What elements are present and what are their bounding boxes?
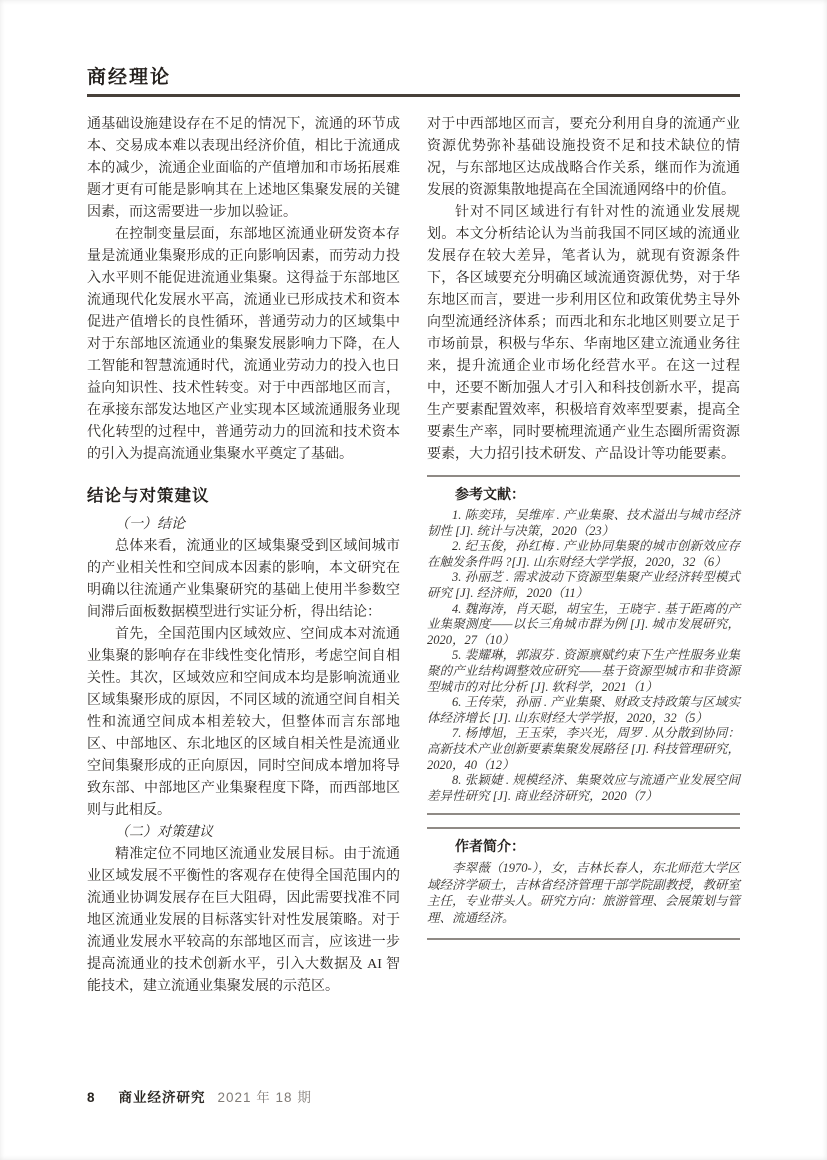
reference-item: 3. 孙丽芝 . 需求波动下资源型集聚产业经济转型模式研究 [J]. 经济师，2020（11） [427,570,740,600]
journal-name: 商业经济研究 [118,1090,206,1105]
body-paragraph: 通基础设施建设存在不足的情况下，流通的环节成本、交易成本难以表现出经济价值，相比于流通成本的减少，流通企业面临的产值增加和市场拓展难题才更有可能是影响其在上述地区集聚发展的关键因素，而这需要进一步加以验证。 [87,117,400,220]
column-rubric-title: 商经理论 [87,67,172,88]
subsection-label: （一）结论 [115,517,185,532]
body-paragraph: 对于中西部地区而言，要充分利用自身的流通产业资源优势弥补基础设施投资不足和技术缺位的情况，与东部地区达成战略合作关系，继而作为流通发展的资源集散地提高在全国流通网络中的价值。 [427,117,740,198]
column-right [427,114,740,998]
reference-item: 1. 陈奕玮，吴维库 . 产业集聚、技术溢出与城市经济韧性 [J]. 统计与决策，2020（23） [427,508,740,538]
body-paragraph: 在控制变量层面，东部地区流通业研发资本存量是流通业集聚形成的正向影响因素，而劳动力投入水平则不能促进流通业集聚。这得益于东部地区流通现代化发展水平高，流通业已形成技术和资本促进产值增长的良性循环，普通劳动力的区域集中对于东部地区流通业的集聚发展影响力下降，在人工智能和智慧流通时代，流通业劳动力的投入也日益向知识性、技术性转变。对于中西部地区而言，在承接东部发达地区产业实现本区域流通服务业现代化转型的过程中，普通劳动力的回流和技术资本的引入为提高流通业集聚水平奠定了基础。 [87,227,400,462]
page-number: 8 [87,1090,95,1105]
reference-item: 7. 杨博旭，王玉荣，李兴光，周罗 . 从分散到协同：高新技术产业创新要素集聚发展路径 [J]. 科技管理研究，2020，40（12） [427,726,740,772]
author-box [427,827,740,939]
body-paragraph: 针对不同区域进行有针对性的流通业发展规划。本文分析结论认为当前我国不同区域的流通业发展存在较大差异，笔者认为，就现有资源条件下，各区域要充分明确区域流通资源优势，对于华东地区而言，要进一步利用区位和政策优势主导外向型流通经济体系；而西北和东北地区则要立足于市场前景，积极与华东、华南地区建立流通业务往来，提升流通企业市场化经营水平。在这一过程中，还要不断加强人才引入和科技创新水平，提高生产要素配置效率，积极培育效率型要素，提高全要素生产率，同时要梳理流通产业生态圈所需资源要素，大力招引技术研发、产品设计等功能要素。 [427,205,740,462]
references-title: 参考文献： [455,486,525,502]
issue-label: 2021 年 18 期 [217,1090,312,1105]
reference-item: 2. 纪玉俊，孙红梅 . 产业协同集聚的城市创新效应存在触发条件吗 ?[J]. 山东财经大学学报，2020，32（6） [427,539,740,569]
references-box [427,475,740,815]
reference-item: 5. 裴耀琳，郭淑芬 . 资源禀赋约束下生产性服务业集聚的产业结构调整效应研究——基于资源型城市和非资源型城市的对比分析 [J]. 软科学，2021（1） [427,648,740,694]
reference-item: 8. 张颖婕 . 规模经济、集聚效应与流通产业发展空间差异性研究 [J]. 商业经济研究，2020（7） [427,773,740,803]
body-paragraph: 总体来看，流通业的区域集聚受到区域间城市的产业相关性和空间成本因素的影响，本文研究在明确以往流通产业集聚研究的基础上使用半参数空间滞后面板数据模型进行实证分析，得出结论： [87,539,400,620]
article-columns [87,114,740,998]
reference-item: 4. 魏海涛，肖天聪，胡宝生，王晓宇 . 基于距离的产业集聚测度——以长三角城市群为例 [J]. 城市发展研究，2020，27（10） [427,601,740,647]
subsection-label: （二）对策建议 [115,825,213,840]
author-bio: 李翠薇（1970-），女，吉林长春人，东北师范大学区域经济学硕士，吉林省经济管理干部学院副教授，教研室主任，专业带头人。研究方向：旅游管理、会展策划与管理、流通经济。 [427,861,740,926]
reference-item: 6. 王传荣，孙丽 . 产业集聚、财政支持政策与区域实体经济增长 [J]. 山东财经大学学报，2020，32（5） [427,695,740,725]
body-paragraph: 首先，全国范围内区域效应、空间成本对流通业集聚的影响存在非线性变化情形，考虑空间自相关性。其次，区域效应和空间成本均是影响流通业区域集聚形成的原因，不同区域的流通空间自相关性和流通空间成本相差较大，但整体而言东部地区、中部地区、东北地区的区域自相关性是流通业空间集聚形成的正向原因，同时空间成本增加将导致东部、中部地区产业集聚程度下降，而西部地区则与此相反。 [87,627,400,818]
author-title: 作者简介： [455,838,525,855]
page-header [87,62,740,97]
body-paragraph: 精准定位不同地区流通业发展目标。由于流通业区域发展不平衡性的客观存在使得全国范围内的流通业协调发展存在巨大阻碍，因此需要找准不同地区流通业发展的目标落实针对性发展策略。对于流通业发展水平较高的东部地区而言，应该进一步提高流通业的技术创新水平，引入大数据及 AI 智能技术，建立流通业集聚发展的示范区。 [87,847,400,994]
section-heading: 结论与对策建议 [87,487,210,505]
page-footer [87,1086,312,1106]
column-left [87,114,400,998]
